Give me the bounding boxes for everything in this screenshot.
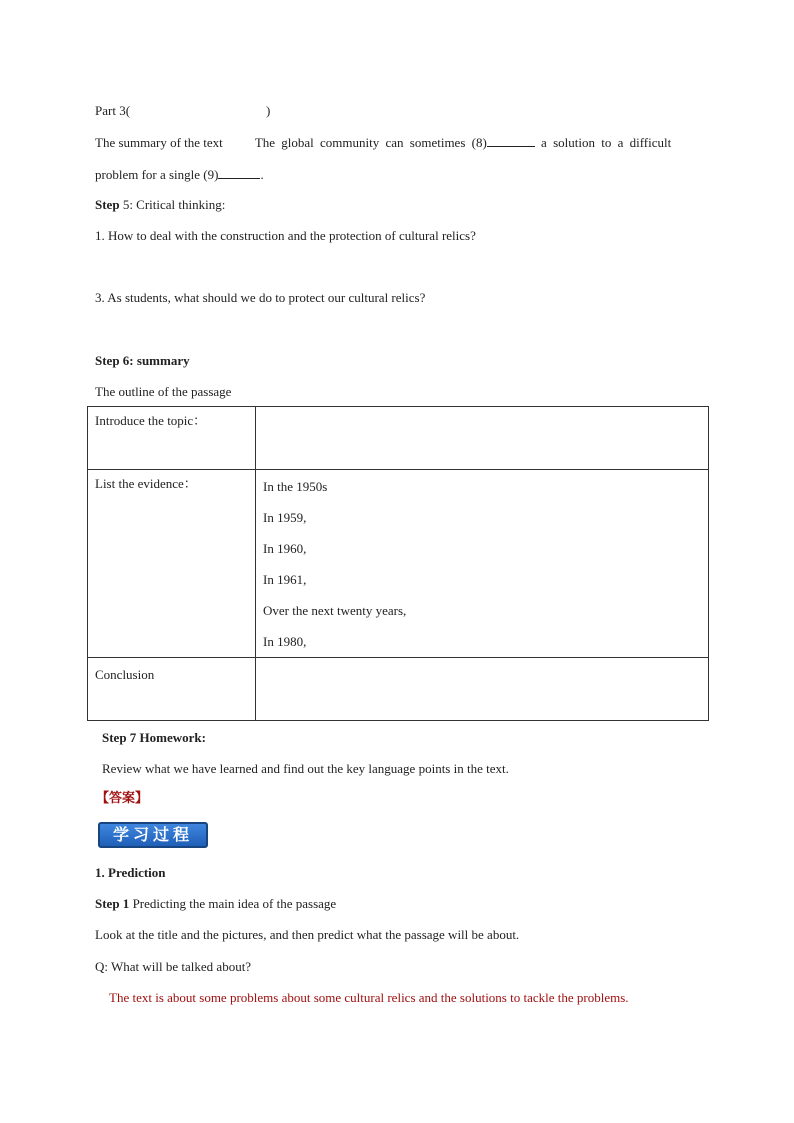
outline-row-evidence bbox=[88, 470, 709, 658]
prediction-title: 1. Prediction bbox=[95, 865, 166, 880]
summary-label: The summary of the text bbox=[95, 135, 223, 150]
conclusion-label: Conclusion bbox=[88, 658, 256, 721]
summary-text-c: problem for a single (9) bbox=[95, 167, 219, 182]
part3-open-paren: ( bbox=[125, 103, 131, 118]
summary-line-2 bbox=[95, 166, 264, 183]
step6-subtitle: The outline of the passage bbox=[95, 384, 232, 399]
evidence-item: Over the next twenty years, bbox=[263, 603, 407, 618]
conclusion-cell[interactable] bbox=[256, 658, 709, 721]
outline-row-intro bbox=[88, 407, 709, 470]
step6-title: Step 6: summary bbox=[95, 353, 190, 368]
summary-text-b: a solution to a difficult bbox=[534, 135, 672, 150]
evidence-item: In the 1950s bbox=[263, 479, 328, 494]
question-3: 3. As students, what should we do to protect our cultural relics? bbox=[95, 290, 426, 305]
blank-9[interactable] bbox=[218, 166, 260, 179]
outline-row-conclusion bbox=[88, 658, 709, 721]
evidence-item: In 1980, bbox=[263, 634, 307, 649]
part3-close-paren: ) bbox=[266, 103, 271, 118]
summary-text-d: . bbox=[260, 167, 264, 182]
learning-process-badge: 学习过程 bbox=[98, 822, 208, 848]
part3-line bbox=[95, 103, 270, 119]
step7-text: Review what we have learned and find out the key language points in the text. bbox=[102, 761, 509, 776]
prediction-answer: The text is about some problems about some cultural relics and the solutions to tackle the problems. bbox=[109, 990, 629, 1005]
summary-text-a: The global community can sometimes (8) bbox=[254, 135, 487, 150]
prediction-step1 bbox=[95, 896, 336, 912]
step5-title-bold: Step bbox=[95, 197, 120, 212]
summary-line-1 bbox=[95, 134, 671, 151]
intro-cell[interactable] bbox=[256, 407, 709, 470]
evidence-item: In 1961, bbox=[263, 572, 307, 587]
prediction-question: Q: What will be talked about? bbox=[95, 959, 252, 974]
step5-title-rest: 5: Critical thinking: bbox=[119, 197, 226, 212]
question-1: 1. How to deal with the construction and the protection of cultural relics? bbox=[95, 228, 476, 243]
evidence-cell bbox=[256, 470, 709, 658]
step1-bold: Step 1 bbox=[95, 896, 130, 911]
outline-table bbox=[87, 406, 709, 721]
step7-title: Step 7 Homework: bbox=[102, 730, 206, 745]
evidence-item: In 1960, bbox=[263, 541, 307, 556]
intro-label: Introduce the topic： bbox=[88, 407, 256, 470]
blank-8[interactable] bbox=[487, 134, 535, 147]
step5-title bbox=[95, 197, 225, 213]
prediction-instruction: Look at the title and the pictures, and then predict what the passage will be about. bbox=[95, 927, 520, 942]
evidence-item: In 1959, bbox=[263, 510, 307, 525]
evidence-label: List the evidence： bbox=[88, 470, 256, 658]
step1-rest: Predicting the main idea of the passage bbox=[129, 896, 337, 911]
answer-header: 【答案】 bbox=[96, 791, 149, 806]
part3-label: Part 3 bbox=[95, 103, 126, 118]
